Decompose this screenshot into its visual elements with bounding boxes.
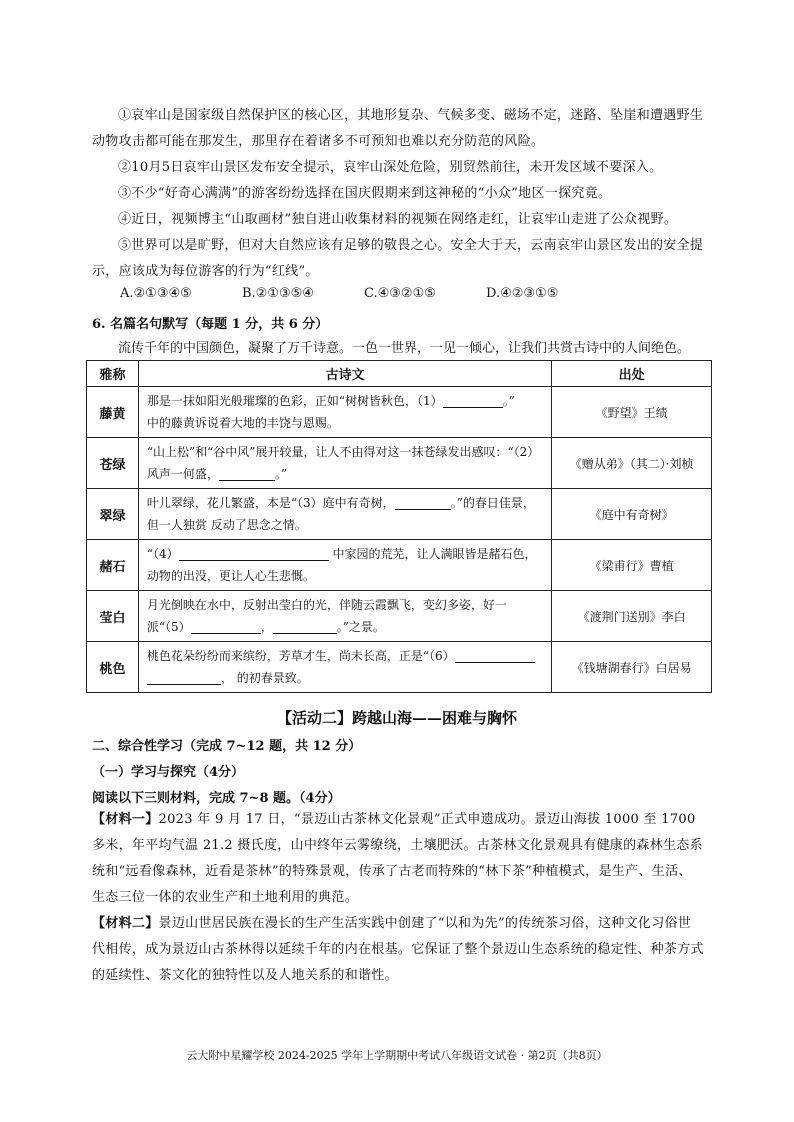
option-d: D.④②③①⑤	[486, 286, 559, 301]
source-cell: 《梁甫行》曹植	[552, 540, 712, 591]
reading-instruction: 阅读以下三则材料，完成 7~8 题。（4分）	[92, 791, 341, 806]
q5-sentence-2: ②10月5日哀牢山景区发布安全提示，哀牢山深处危险，别贸然前往，未开发区域不要深入。	[118, 160, 663, 175]
material-1	[92, 807, 704, 911]
subsection-heading: （一）学习与探究（4分）	[92, 765, 245, 780]
header-poem: 古诗文	[138, 361, 551, 387]
table-row	[87, 591, 712, 642]
color-name: 桃色	[87, 642, 139, 693]
source-cell: 《赠从弟》（其二）·刘桢	[552, 438, 712, 489]
poem-cell: “（4） 中家园的荒芜，让人满眼皆是赭石色，动物的出没，更让人心生悲慨。	[138, 540, 551, 591]
blank-5a[interactable]	[191, 620, 261, 634]
q6-heading: 6. 名篇名句默写（每题 1 分，共 6 分）	[92, 317, 329, 332]
source-cell: 《野望》王绩	[552, 387, 712, 438]
poem-cell: 桃色花朵纷纷而来缤纷，芳草才生，尚未长高，正是“（6） ， 的初春景致。	[138, 642, 551, 693]
color-name: 藤黄	[87, 387, 139, 438]
poem-cell: 那是一抹如阳光般璀璨的色彩，正如“树树皆秋色，（1） 。” 中的藤黄诉说着大地的丰饶与恩赐。	[138, 387, 551, 438]
material-1-label: 【材料一】	[92, 812, 159, 827]
q6-intro: 流传千年的中国颜色，凝聚了万千诗意。一色一世界，一见一倾心，让我们共赏古诗中的人间绝色。	[118, 341, 691, 356]
q5-sentence-4: ④近日，视频博主“山取画材”独自进山收集材料的视频在网络走红，让哀牢山走进了公众视野。	[118, 212, 678, 227]
material-1-text: 2023 年 9 月 17 日，“景迈山古茶林文化景观”正式申遗成功。景迈山海拔 1000 至 1700 多米，年平均气温 21.2 摄氏度，山中终年云雾缭绕，土壤肥沃。古茶林文化景观具有健康的森林生态系统和“远看像森林，近看是茶林”的特殊景观，传承了古老而特殊的“林下茶”种植模式，是生产、生活、生态三位一体的农业生产和土地利用的典范。	[92, 812, 703, 905]
color-name: 翠绿	[87, 489, 139, 540]
poem-cell: “山上松”和“谷中风”展开较量，让人不由得对这一抹苍绿发出感叹：“（2）风声一何盛， 。”	[138, 438, 551, 489]
table-row	[87, 438, 712, 489]
table-row	[87, 387, 712, 438]
blank-3[interactable]	[395, 496, 451, 510]
table-row	[87, 642, 712, 693]
q5-sentence-1: ①哀牢山是国家级自然保护区的核心区，其地形复杂、气候多变、磁场不定，迷路、坠崖和遭遇野生动物攻击都可能在那发生，那里存在着诸多不可预知也难以充分防范的风险。	[92, 108, 704, 149]
header-name: 雅称	[87, 361, 139, 387]
blank-2[interactable]	[219, 467, 275, 481]
blank-4[interactable]	[179, 547, 329, 561]
color-name: 莹白	[87, 591, 139, 642]
option-b: B.②①③⑤④	[242, 286, 314, 301]
q5-sentence-3: ③不少“好奇心满满”的游客纷纷选择在国庆假期来到这神秘的“小众”地区一探究竟。	[118, 186, 612, 201]
blank-1[interactable]	[443, 394, 503, 408]
source-cell: 《庭中有奇树》	[552, 489, 712, 540]
q5-sentence-5: ⑤世界可以是旷野，但对大自然应该有足够的敬畏之心。安全大于天，云南哀牢山景区发出的安全提示，应该成为每位游客的行为“红线”。	[92, 238, 704, 279]
option-c: C.④③②①⑤	[364, 286, 436, 301]
q5-options	[120, 286, 680, 301]
poem-cell: 月光倒映在水中，反射出莹白的光，伴随云霞飘飞，变幻多姿，好一派“（5） ， 。”之景。	[138, 591, 551, 642]
table-row	[87, 540, 712, 591]
page-footer: 云大附中星耀学校 2024-2025 学年上学期期中考试八年级语文试卷 · 第2页（共8页）	[186, 1049, 608, 1062]
source-cell: 《钱塘湖春行》白居易	[552, 642, 712, 693]
table-header-row	[87, 361, 712, 387]
poem-cell: 叶儿翠绿，花儿繁盛，本是“（3）庭中有奇树， 。”的春日佳景，但一人独赏 反动了思念之情。	[138, 489, 551, 540]
color-name: 苍绿	[87, 438, 139, 489]
blank-6b[interactable]	[147, 671, 221, 685]
source-cell: 《渡荆门送别》李白	[552, 591, 712, 642]
table-row	[87, 489, 712, 540]
color-name: 赭石	[87, 540, 139, 591]
section-heading: 二、综合性学习（完成 7~12 题，共 12 分）	[92, 739, 362, 754]
material-2	[92, 911, 704, 989]
material-2-text: 景迈山世居民族在漫长的生产生活实践中创建了“以和为先”的传统茶习俗，这种文化习俗世代相传，成为景迈山古茶林得以延续千年的内在根基。它保证了整个景迈山生态系统的稳定性、种茶方式的延续性、茶文化的独特性以及人地关系的和谐性。	[92, 916, 704, 983]
activity2-title: 【活动二】跨越山海——困难与胸怀	[276, 709, 517, 727]
blank-5b[interactable]	[273, 620, 337, 634]
poem-table	[86, 360, 712, 693]
material-2-label: 【材料二】	[92, 916, 159, 931]
option-a: A.②①③④⑤	[120, 286, 192, 301]
blank-6a[interactable]	[455, 649, 535, 663]
header-source: 出处	[552, 361, 712, 387]
